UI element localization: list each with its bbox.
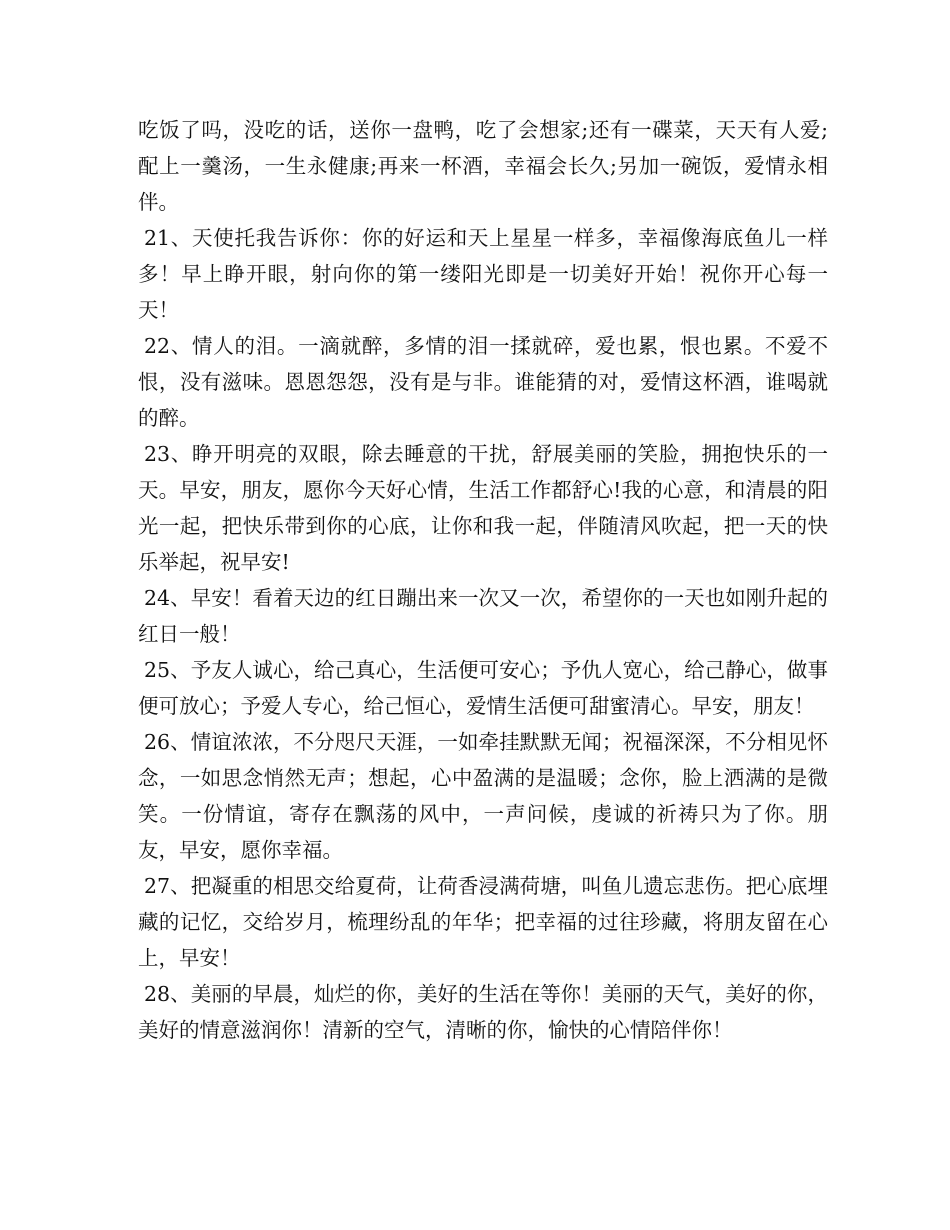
paragraph-27: 27、把凝重的相思交给夏荷，让荷香浸满荷塘，叫鱼儿遗忘悲伤。把心底埋藏的记忆，交给岁月，梳理纷乱的年华；把幸福的过往珍藏，将朋友留在心上，早安！ [138, 874, 828, 970]
paragraph-26: 26、情谊浓浓，不分咫尺天涯，一如牵挂默默无闻；祝福深深，不分相见怀念，一如思念悄然无声；想起，心中盈满的是温暖；念你，脸上洒满的是微笑。一份情谊，寄存在飘荡的风中，一声问候，虔诚的祈祷只为了你。朋友，早安，愿你幸福。 [138, 730, 828, 862]
paragraph-22: 22、情人的泪。一滴就醉，多情的泪一揉就碎，爱也累，恨也累。不爱不恨，没有滋味。恩恩怨怨，没有是与非。谁能猜的对，爱情这杯酒，谁喝就的醉。 [138, 334, 828, 430]
document-body [138, 112, 828, 1048]
paragraph-25: 25、予友人诚心，给己真心，生活便可安心；予仇人宽心，给己静心，做事便可放心；予爱人专心，给己恒心，爱情生活便可甜蜜清心。早安，朋友！ [138, 658, 828, 718]
paragraph-24: 24、早安！看着天边的红日蹦出来一次又一次，希望你的一天也如刚升起的红日一般！ [138, 586, 828, 646]
paragraph-21: 21、天使托我告诉你：你的好运和天上星星一样多，幸福像海底鱼儿一样多！早上睁开眼，射向你的第一缕阳光即是一切美好开始！祝你开心每一天！ [138, 226, 828, 322]
paragraph-23: 23、睁开明亮的双眼，除去睡意的干扰，舒展美丽的笑脸，拥抱快乐的一天。早安，朋友，愿你今天好心情，生活工作都舒心!我的心意，和清晨的阳光一起，把快乐带到你的心底，让你和我一起，伴随清风吹起，把一天的快乐举起，祝早安! [138, 442, 828, 574]
paragraph-intro: 吃饭了吗，没吃的话，送你一盘鸭，吃了会想家;还有一碟菜，天天有人爱;配上一羹汤，一生永健康;再来一杯酒，幸福会长久;另加一碗饭，爱情永相伴。 [138, 118, 828, 214]
paragraph-28: 28、美丽的早晨，灿烂的你，美好的生活在等你！美丽的天气，美好的你，美好的情意滋润你！清新的空气，清晰的你，愉快的心情陪伴你！ [138, 982, 828, 1042]
